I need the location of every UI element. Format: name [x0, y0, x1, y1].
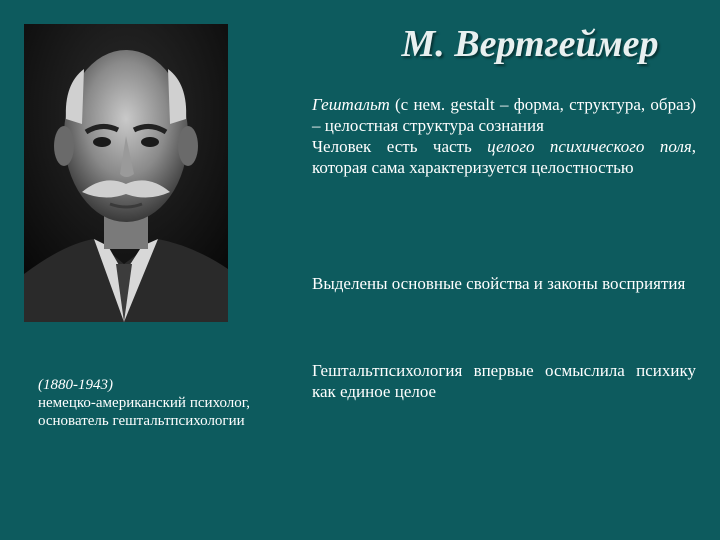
- properties-text: Выделены основные свойства и законы восприятия: [312, 274, 686, 293]
- statement-emphasis: целого психического поля: [487, 137, 692, 156]
- portrait-photo: [24, 24, 228, 322]
- portrait-photo-icon: [24, 24, 228, 322]
- biography-text: немецко-американский психолог, основатель гештальтпсихологии: [38, 395, 250, 429]
- statement-part-1: Человек есть часть: [312, 137, 488, 156]
- slide-title: М. Вертгеймер: [401, 23, 659, 65]
- gestalt-definition: [312, 94, 696, 136]
- statement-part-2: , которая сама характеризуется целостностью: [312, 137, 697, 177]
- gestalt-definition-text: (с нем. gestalt – форма, структура, образ) – целостная структура сознания: [312, 95, 696, 135]
- conclusion-text: Гештальтпсихология впервые осмыслила психику как единое целое: [312, 361, 696, 401]
- definition-block: [312, 94, 696, 178]
- life-years: (1880-1943): [38, 377, 113, 393]
- holistic-statement: [312, 136, 696, 178]
- portrait-caption: [38, 376, 250, 430]
- gestalt-term: Гештальт: [312, 95, 390, 114]
